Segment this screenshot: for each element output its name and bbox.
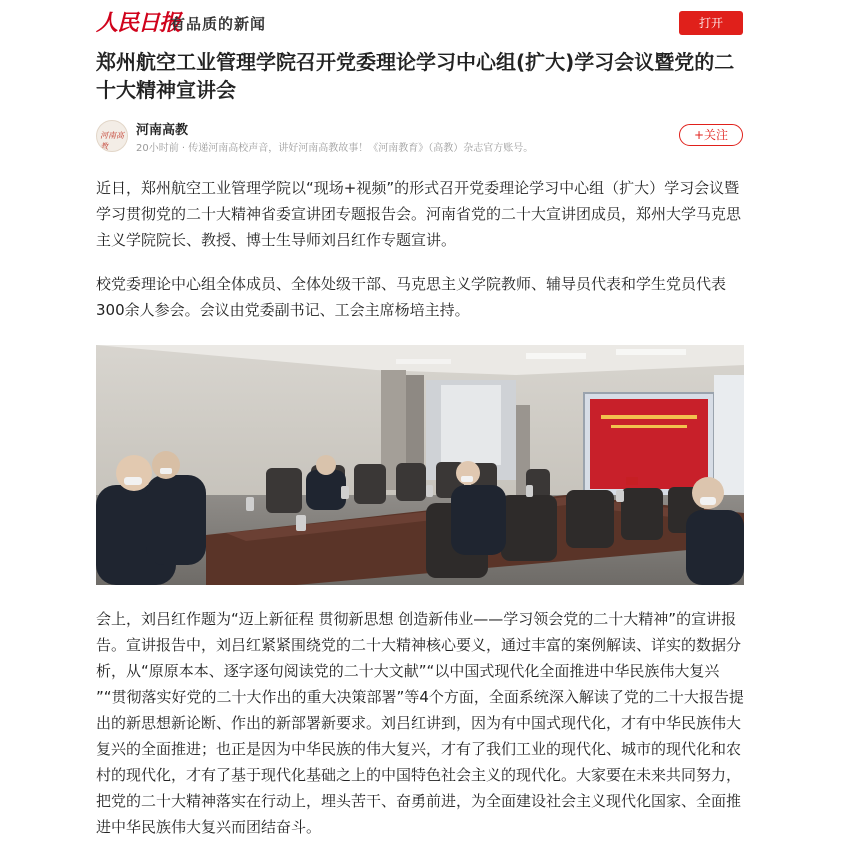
follow-button[interactable]: +关注 [679, 124, 743, 146]
article-paragraph: 近日，郑州航空工业管理学院以“现场+视频”的形式召开党委理论学习中心组（扩大）学习会议暨学习贯彻党的二十大精神省委宣讲团专题报告会。河南省党的二十大宣讲团成员，郑州大学马克思主义学院院长、教授、博士生导师刘吕红作专题宣讲。 [96, 179, 742, 249]
top-bar [0, 0, 844, 44]
author-avatar[interactable] [96, 120, 128, 152]
article-meta: 20小时前 · 传递河南高校声音，讲好河南高教故事！《河南教育》（高教）杂志官方账号。 [136, 143, 534, 154]
people-daily-logo[interactable]: 人民日报 [96, 10, 181, 36]
article-paragraph: 校党委理论中心组全体成员、全体处级干部、马克思主义学院教师、辅导员代表和学生党员代表300余人参会。会议由党委副书记、工会主席杨培主持。 [96, 275, 727, 319]
open-app-button[interactable]: 打开 [679, 11, 743, 35]
meeting-photo [96, 345, 744, 585]
author-name[interactable]: 河南高教 [136, 123, 189, 138]
article-title: 郑州航空工业管理学院召开党委理论学习中心组(扩大)学习会议暨党的二十大精神宣讲会 [96, 50, 735, 102]
avatar-logo-text: 河南高教 [100, 131, 124, 151]
meeting-room-illustration [96, 345, 744, 585]
slogan-text: 有品质的新闻 [170, 15, 267, 33]
article-paragraph: 会上，刘吕红作题为“迈上新征程 贯彻新思想 创造新伟业——学习领会党的二十大精神”的宣讲报告。宣讲报告中，刘吕红紧紧围绕党的二十大精神核心要义，通过丰富的案例解读、详实的数据分析，从“原原本本、逐字逐句阅读党的二十大文献”“以中国式现代化全面推进中华民族伟大复兴 ”“贯彻落实好党的二十大作出的重大决策部署”等4个方面，全面系统深入解读了党的二十大报告提出的新思想新论断、作出的新部署新要求。刘吕红讲到，因为有中国式现代化，才有中华民族伟大复兴的全面推进；也正是因为中华民族的伟大复兴，才有了我们工业的现代化、城市的现代化和农村的现代化，才有了基于现代化基础之上的中国特色社会主义的现代化。大家要在未来共同努力，把党的二十大精神落实在行动上，埋头苦干、奋勇前进，为全面建设社会主义现代化国家、全面推进中华民族伟大复兴而团结奋斗。 [96, 610, 744, 836]
